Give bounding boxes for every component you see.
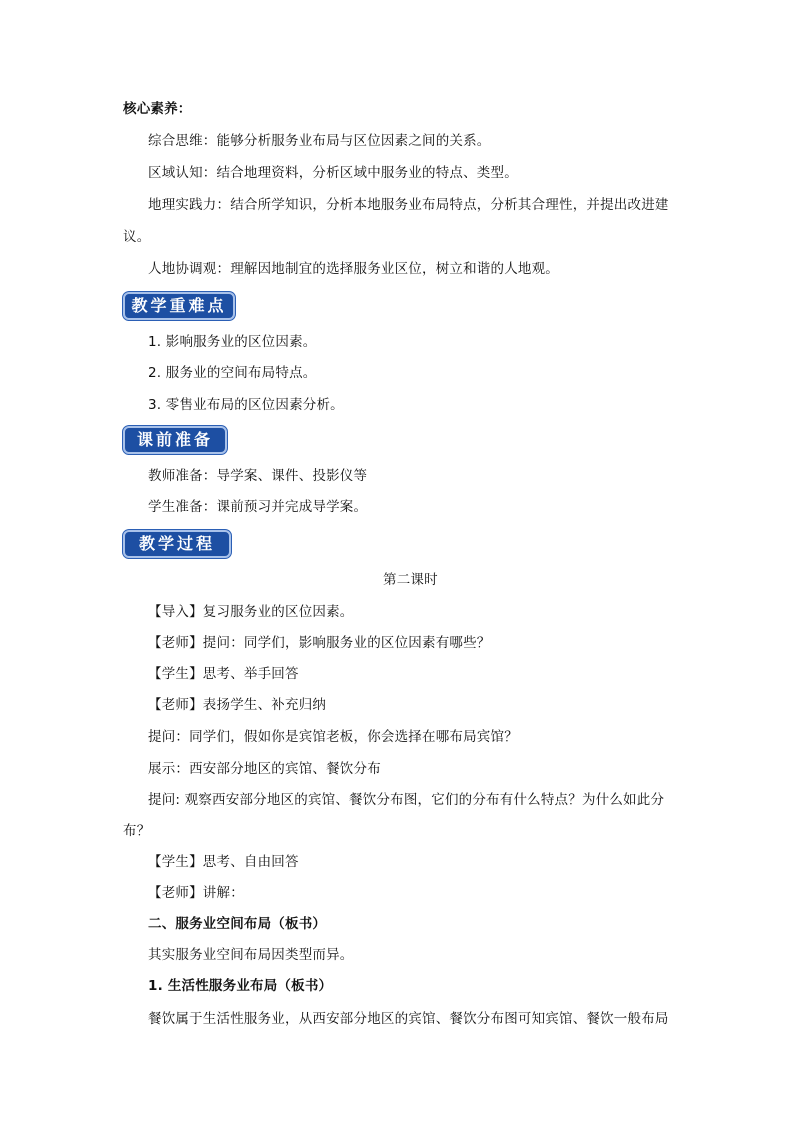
core-literacy-item-harmony: 人地协调观：理解因地制宜的选择服务业区位，树立和谐的人地观。 — [148, 261, 559, 277]
preparation-student: 学生准备：课前预习并完成导学案。 — [148, 499, 368, 515]
key-point-item-3: 3. 零售业布局的区位因素分析。 — [148, 397, 344, 413]
process-line-observe-question: 提问: 观察西安部分地区的宾馆、餐饮分布图，它们的分布有什么特点？为什么如此分 — [148, 792, 665, 808]
core-literacy-item-practice: 地理实践力：结合所学知识，分析本地服务业布局特点，分析其合理性，并提出改进建 — [148, 197, 669, 213]
process-line-board-section-2: 二、服务业空间布局（板书） — [148, 916, 327, 932]
process-line-teacher-praise: 【老师】表扬学生、补充归纳 — [148, 697, 327, 713]
process-header: 教学过程 — [123, 530, 231, 558]
process-line-teacher-question: 【老师】提问：同学们，影响服务业的区位因素有哪些？ — [148, 635, 491, 651]
process-line-teacher-explain: 【老师】讲解： — [148, 885, 244, 901]
preparation-teacher: 教师准备：导学案、课件、投影仪等 — [148, 468, 368, 484]
process-line-student-free-answer: 【学生】思考、自由回答 — [148, 854, 299, 870]
process-line-catering: 餐饮属于生活性服务业，从西安部分地区的宾馆、餐饮分布图可知宾馆、餐饮一般布局 — [148, 1011, 669, 1027]
process-line-board-subsection-1: 1. 生活性服务业布局（板书） — [148, 978, 333, 994]
process-line-show-map: 展示：西安部分地区的宾馆、餐饮分布 — [148, 761, 381, 777]
key-points-header: 教学重难点 — [123, 292, 235, 320]
process-line-student-answer: 【学生】思考、举手回答 — [148, 666, 299, 682]
core-literacy-item-practice-cont: 议。 — [123, 229, 151, 245]
core-literacy-item-regional: 区域认知：结合地理资料，分析区域中服务业的特点、类型。 — [148, 165, 518, 181]
process-line-hotel-question: 提问：同学们，假如你是宾馆老板，你会选择在哪布局宾馆？ — [148, 729, 518, 745]
core-literacy-heading: 核心素养： — [123, 101, 192, 117]
lesson-title: 第二课时 — [383, 572, 438, 588]
key-point-item-1: 1. 影响服务业的区位因素。 — [148, 334, 317, 350]
key-point-item-2: 2. 服务业的空间布局特点。 — [148, 365, 317, 381]
preparation-header: 课前准备 — [123, 426, 227, 454]
process-line-layout-varies: 其实服务业空间布局因类型而异。 — [148, 947, 354, 963]
process-line-observe-question-cont: 布？ — [123, 823, 151, 839]
core-literacy-item-thinking: 综合思维：能够分析服务业布局与区位因素之间的关系。 — [148, 133, 491, 149]
process-line-intro: 【导入】复习服务业的区位因素。 — [148, 604, 354, 620]
